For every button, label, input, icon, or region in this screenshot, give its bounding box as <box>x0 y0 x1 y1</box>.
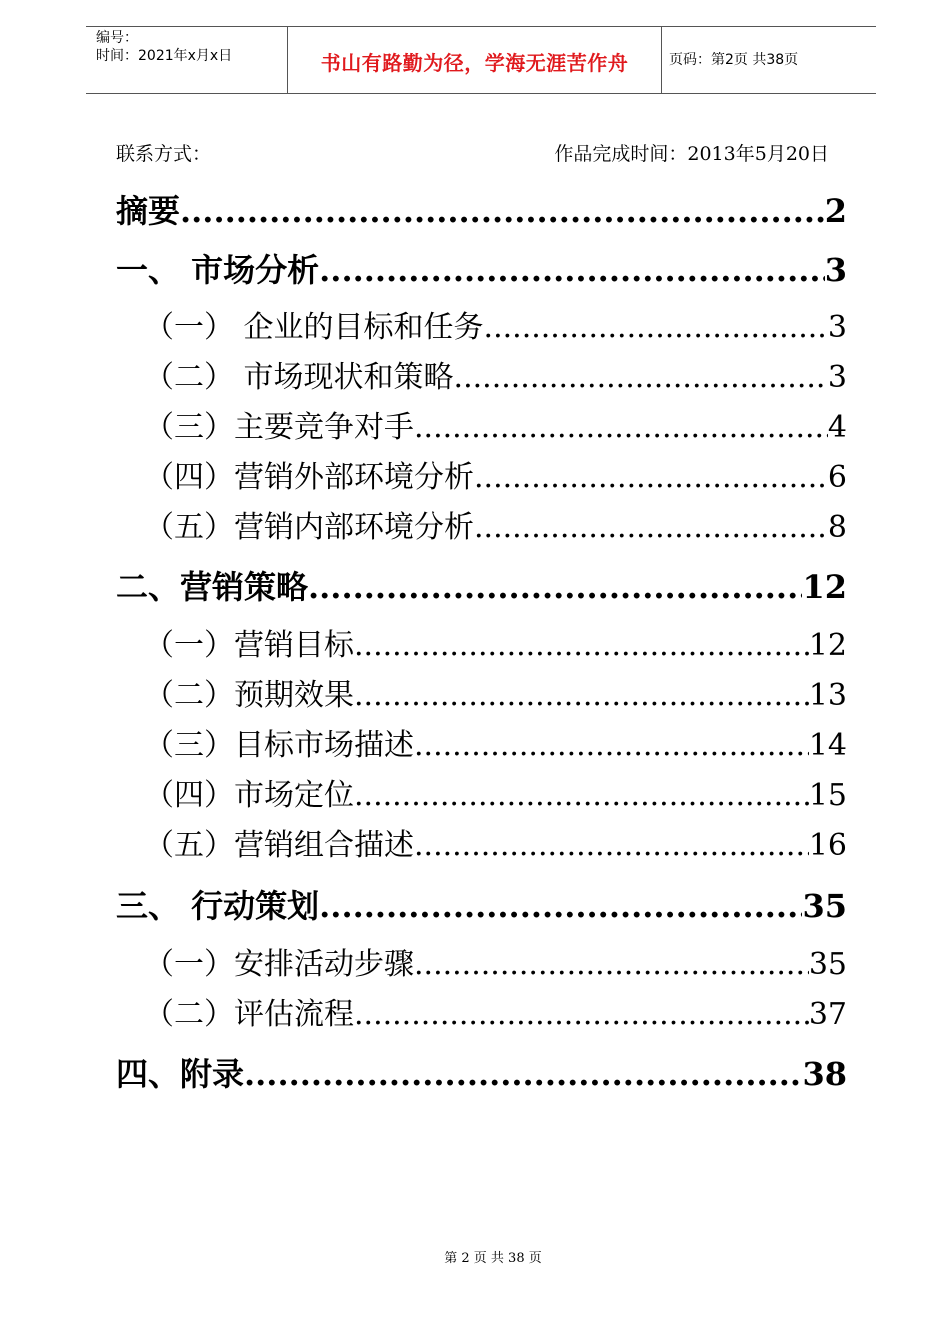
toc-entry[interactable] <box>0 943 847 987</box>
toc-dot-leader <box>414 943 809 987</box>
toc-entry-page-number: 3 <box>827 310 847 345</box>
toc-entry-label: 摘要 <box>116 192 181 230</box>
toc-entry-label: （二） 市场现状和策略 <box>144 360 454 395</box>
toc-entry-label: （一） 企业的目标和任务 <box>144 310 484 345</box>
toc-entry-page-number: 4 <box>827 410 847 445</box>
toc-entry[interactable] <box>0 565 847 609</box>
toc-dot-leader <box>180 189 825 233</box>
header-left-cell <box>86 27 287 93</box>
toc-entry-label: 二、营销策略 <box>116 568 309 606</box>
toc-dot-leader <box>354 674 809 718</box>
contact-label: 联系方式： <box>116 143 212 165</box>
toc-dot-leader <box>308 565 802 609</box>
toc-entry-page-number: 3 <box>824 251 847 289</box>
toc-entry-label: （四）市场定位 <box>144 778 354 813</box>
toc-entry-label: （三）主要竞争对手 <box>144 410 414 445</box>
toc-entry-label: （五）营销内部环境分析 <box>144 510 474 545</box>
toc-entry[interactable] <box>0 774 847 818</box>
toc-entry[interactable] <box>0 248 847 292</box>
toc-entry-page-number: 12 <box>802 568 847 606</box>
toc-entry-page-number: 8 <box>827 510 847 545</box>
toc-dot-leader <box>244 1052 802 1096</box>
header-center-cell <box>287 27 662 93</box>
toc-entry-label: （三）目标市场描述 <box>144 728 414 763</box>
toc-entry-page-number: 35 <box>802 887 847 925</box>
toc-dot-leader <box>319 884 802 928</box>
page-header <box>86 26 876 94</box>
toc-entry[interactable] <box>0 1052 847 1096</box>
toc-dot-leader <box>354 624 809 668</box>
toc-dot-leader <box>454 356 828 400</box>
toc-entry[interactable] <box>0 824 847 868</box>
toc-entry-page-number: 15 <box>808 778 847 813</box>
toc-entry[interactable] <box>0 356 847 400</box>
toc-dot-leader <box>474 506 828 550</box>
toc-entry[interactable] <box>0 624 847 668</box>
toc-entry-page-number: 3 <box>827 360 847 395</box>
toc-entry-page-number: 2 <box>824 192 847 230</box>
completion-date: 作品完成时间：2013年5月20日 <box>554 143 829 165</box>
toc-entry-label: （一）营销目标 <box>144 628 354 663</box>
toc-dot-leader <box>474 456 828 500</box>
toc-entry[interactable] <box>0 189 847 233</box>
toc-entry[interactable] <box>0 456 847 500</box>
document-time-label: 时间：2021年x月x日 <box>96 48 233 64</box>
toc-dot-leader <box>354 774 809 818</box>
toc-entry[interactable] <box>0 306 847 350</box>
toc-entry-label: 三、 行动策划 <box>116 887 320 925</box>
toc-entry-label: （二）评估流程 <box>144 997 354 1032</box>
toc-entry-label: 一、 市场分析 <box>116 251 320 289</box>
toc-entry[interactable] <box>0 724 847 768</box>
toc-dot-leader <box>319 248 825 292</box>
toc-entry-page-number: 37 <box>808 997 847 1032</box>
toc-entry-page-number: 38 <box>802 1055 847 1093</box>
toc-entry-page-number: 6 <box>827 460 847 495</box>
page-footer: 第 2 页 共 38 页 <box>444 1251 542 1266</box>
toc-entry[interactable] <box>0 406 847 450</box>
toc-entry-page-number: 13 <box>808 678 847 713</box>
toc-dot-leader <box>414 724 809 768</box>
toc-entry-label: 四、附录 <box>116 1055 245 1093</box>
toc-entry-page-number: 35 <box>808 947 847 982</box>
toc-entry-label: （五）营销组合描述 <box>144 828 414 863</box>
toc-entry[interactable] <box>0 506 847 550</box>
header-page-number: 页码：第2页 共38页 <box>669 52 799 68</box>
document-number-label: 编号： <box>96 30 138 46</box>
toc-dot-leader <box>484 306 828 350</box>
toc-entry[interactable] <box>0 993 847 1037</box>
toc-entry-page-number: 16 <box>808 828 847 863</box>
toc-entry[interactable] <box>0 674 847 718</box>
toc-entry[interactable] <box>0 884 847 928</box>
toc-entry-label: （二）预期效果 <box>144 678 354 713</box>
header-motto: 书山有路勤为径，学海无涯苦作舟 <box>320 51 629 75</box>
toc-entry-label: （一）安排活动步骤 <box>144 947 414 982</box>
toc-dot-leader <box>354 993 809 1037</box>
toc-entry-page-number: 12 <box>808 628 847 663</box>
toc-dot-leader <box>414 406 828 450</box>
header-right-cell <box>661 27 876 93</box>
toc-entry-label: （四）营销外部环境分析 <box>144 460 474 495</box>
toc-entry-page-number: 14 <box>808 728 847 763</box>
toc-dot-leader <box>414 824 809 868</box>
